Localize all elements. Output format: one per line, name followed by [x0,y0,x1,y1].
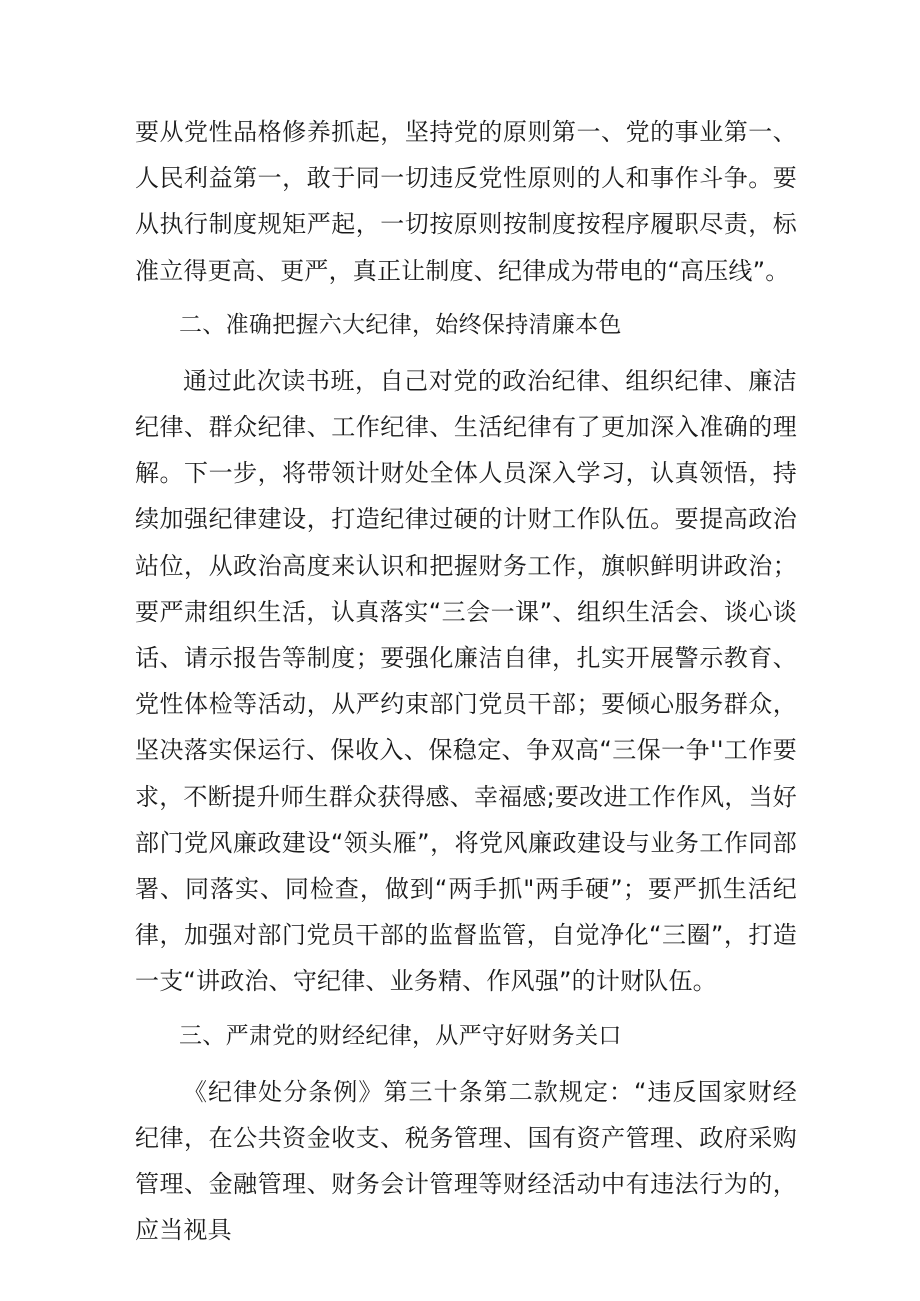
document-page [135,109,797,1253]
paragraph-1: 要从党性品格修养抓起，坚持党的原则第一、党的事业第一、人民利益第一，敢于同一切违反党性原则的人和事作斗争。要从执行制度规矩严起，一切按原则按制度按程序履职尽责，标准立得更高、更严，真正让制度、纪律成为带电的“高压线”。 [135,118,797,285]
section-heading-2: 二、准确把握六大纪律，始终保持清廉本色 [179,311,622,338]
section-heading-3: 三、严肃党的财经纪律，从严守好财务关口 [179,1022,622,1049]
paragraph-3: 《纪律处分条例》第三十条第二款规定：“违反国家财经纪律，在公共资金收支、税务管理、国有资产管理、政府采购管理、金融管理、财务会计管理等财经活动中有违法行为的，应当视具 [135,1077,797,1245]
paragraph-2: 通过此次读书班，自己对党的政治纪律、组织纪律、廉洁纪律、群众纪律、工作纪律、生活纪律有了更加深入准确的理解。下一步，将带领计财处全体人员深入学习，认真领悟，持续加强纪律建设，打造纪律过硬的计财工作队伍。要提高政治站位，从政治高度来认识和把握财务工作，旗帜鲜明讲政治；要严肃组织生活，认真落实“三会一课”、组织生活会、谈心谈话、请示报告等制度；要强化廉洁自律，扎实开展警示教育、党性体检等活动，从严约束部门党员干部；要倾心服务群众，坚决落实保运行、保收入、保稳定、争双高“三保一争''工作要求，不断提升师生群众获得感、幸福感;要改进工作作风，当好部门党风廉政建设“领头雁”，将党风廉政建设与业务工作同部署、同落实、同检查，做到“两手抓"两手硬”；要严抓生活纪律，加强对部门党员干部的监督监管，自觉净化“三圈”，打造一支“讲政治、守纪律、业务精、作风强”的计财队伍。 [135,366,797,996]
